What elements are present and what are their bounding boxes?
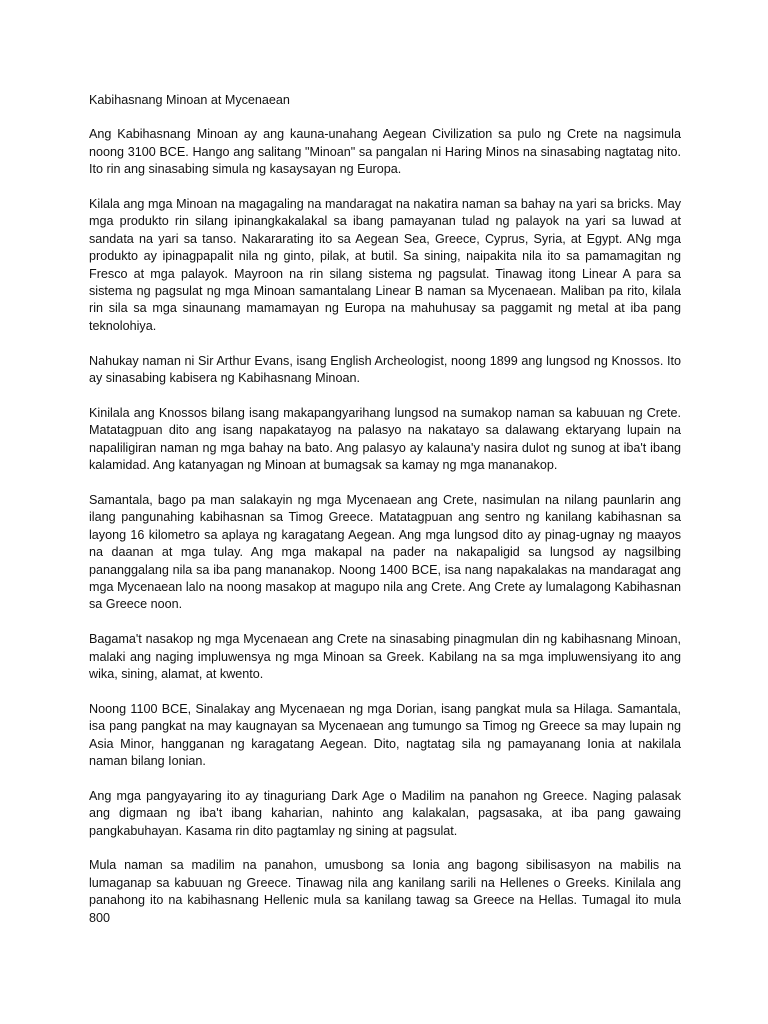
paragraph-minoan-intro: Ang Kabihasnang Minoan ay ang kauna-unahang Aegean Civilization sa pulo ng Crete na nagsimula noong 3100 BCE. Hango ang salitang "Minoan" sa pangalan ni Haring Minos na sinasabing nagtatag nito. Ito rin ang sinasabing simula ng kasaysayan ng Europa. [89, 127, 681, 177]
paragraph-minoan-trade: Kilala ang mga Minoan na magagaling na mandaragat na nakatira naman sa bahay na yari sa bricks. May mga produkto rin silang ipinangkakalakal sa ibang pamayanan tulad ng palayok na yari sa luwad at sandata na yari sa tanso. Nakararating ito sa Aegean Sea, Greece, Cyprus, Syria, at Egypt. ANg mga produkto ay ipinagpapalit nila ng ginto, pilak, at butil. Sa sining, naipakita nila ito sa pamamagitan ng Fresco at mga palayok. Mayroon na rin silang sistema ng pagsulat. Tinawag itong Linear A para sa sistema ng pagsulat ng mga Minoan samantalang Linear B naman sa Mycenaean. Maliban pa rito, kilala rin sila sa mga sinaunang mamamayan ng Europa na mahuhusay sa paggamit ng metal at iba pang teknolohiya. [89, 197, 681, 333]
paragraph-dark-age: Ang mga pangyayaring ito ay tinaguriang Dark Age o Madilim na panahon ng Greece. Naging palasak ang digmaan ng iba't ibang kaharian, nahinto ang kalakalan, pagsasaka, at iba pang gawaing pangkabuhayan. Kasama rin dito pagtamlay ng sining at pagsulat. [89, 788, 681, 838]
paragraph-dorian-invasion: Noong 1100 BCE, Sinalakay ang Mycenaean ng mga Dorian, isang pangkat mula sa Hilaga. Samantala, isa pang pangkat na may kaugnayan sa Mycenaean ang tumungo sa Timog ng Greece sa may lupain ng Asia Minor, hangganan ng karagatang Aegean. Dito, nagtatag sila ng pamayanang Ionia at nakilala naman bilang Ionian. [89, 701, 681, 768]
paragraph-mycenaean: Samantala, bago pa man salakayin ng mga Mycenaean ang Crete, nasimulan na nilang paunlarin ang ilang pangunahing kabihasnan sa Timog Greece. Matatagpuan ang sentro ng kanilang kabihasnan sa layong 16 kilometro sa aplaya ng karagatang Aegean. Ang mga lungsod dito ay pinag-ugnay ng maayos na daanan at mga tulay. Ang mga makapal na pader na nakapaligid sa lungsod ay nagsilbing pananggalang nila sa iba pang mananakop. Noong 1400 BCE, isa nang napakalakas na mandaragat ang mga Mycenaean lalo na noong masakop at magupo nila ang Crete. Ang Crete ay lumalagong Kabihasnan sa Greece noon. [89, 492, 681, 612]
paragraph-knossos-city: Kinilala ang Knossos bilang isang makapangyarihang lungsod na sumakop naman sa kabuuan ng Crete. Matatagpuan dito ang isang napakatayog na palasyo na nakatayo sa dalawang ektaryang lupain na napaliligiran naman ng mga bahay na bato. Ang palasyo ay kalauna'y nasira dulot ng sunog at iba't ibang kalamidad. Ang katanyagan ng Minoan at bumagsak sa kamay ng mga mananakop. [89, 405, 681, 473]
paragraph-minoan-influence: Bagama't nasakop ng mga Mycenaean ang Crete na sinasabing pinagmulan din ng kabihasnang Minoan, malaki ang naging impluwensya ng mga Minoan sa Greek. Kabilang na sa mga impluwensiyang ito ang wika, sining, alamat, at kwento. [89, 632, 681, 681]
paragraph-hellenic: Mula naman sa madilim na panahon, umusbong sa Ionia ang bagong sibilisasyon na mabilis na lumaganap sa kabuuan ng Greece. Tinawag nila ang kanilang sarili na Hellenes o Greeks. Kinilala ang panahong ito na kabihasnang Hellenic mula sa kanilang tawag sa Greece na Hellas. Tumagal ito mula 800 [89, 858, 681, 925]
paragraph-knossos-discovery: Nahukay naman ni Sir Arthur Evans, isang English Archeologist, noong 1899 ang lungsod ng Knossos. Ito ay sinasabing kabisera ng Kabihasnang Minoan. [89, 353, 681, 386]
document-title: Kabihasnang Minoan at Mycenaean [89, 93, 290, 107]
